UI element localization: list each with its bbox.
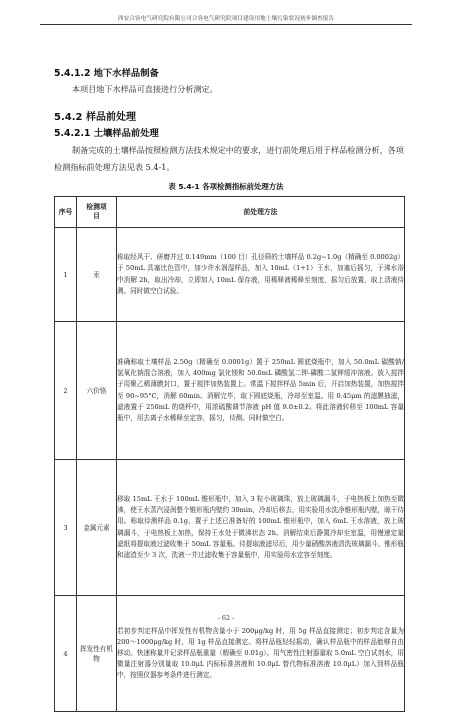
row-method: 准确称取土壤样品 2.50g（精确至 0.0001g）置于 250mL 圆底烧瓶中，加入 50.0mL 碳酸钠/氢氧化钠混合溶液，加入 400mg 氯化镁和 50.0mL 磷酸氢二钾-磷酸二氢钾缓冲溶液。放入搅拌子用聚乙稀薄膜封口，置于搅拌加热装置上。常温下搅拌样品 5min 后，开启加热装置，加热搅拌至 90~95°C，消解 60min。消解完毕，取下圆底烧瓶，冷却至室温。用 0.45μm 的滤膜抽滤，滤液置于 250mL 的烧杯中，用浓硫酸调节溶液 pH 值 9.0±0.2。将此溶液转移至 100mL 容量瓶中，用去离子水稀释至定容，摇匀，待测。同时做空白。: [117, 322, 405, 460]
header-method: 前处理方法: [117, 197, 405, 228]
row-item: 汞: [77, 228, 117, 322]
row-method: 若初步判定样品中挥发性有机物含量小于 200μg/kg 时，用 5g 样品直接测定；初步判定含量为 200～1000μg/kg 时，用 1g 样品直接测定。将样品瓶轻轻摇动，确认样品瓶中的样品能够自由移动。快速称量并记录样品瓶重量（精确至 0.01g）。用气密性注射器量取 5.0mL 空白试剂水，用微量注射器分别量取 10.0μL 内标标准溶液和 10.0μL 替代物标准溶液 10.0μL）加入到样品瓶中，按照仪器参考条件进行测定。: [117, 596, 405, 712]
row-no: 2: [55, 322, 77, 460]
table-caption: 表 5.4-1 各项检测指标前处理方法: [168, 182, 284, 191]
header-no: 序号: [55, 197, 77, 228]
paragraph-soil-pretreatment: 制备完成的土壤样品按照检测方法技术规定中的要求，进行前处理后用于样品检测分析，各项检测指标前处理方法见表 5.4-1。: [54, 145, 404, 172]
page-header: 西安合容电气研究院有限公司合容电气研究院项目建设用地土壤污染状况初步调查报告: [117, 16, 335, 22]
row-item: 金属元素: [77, 460, 117, 596]
pretreatment-table: [54, 196, 405, 712]
header-rule: [40, 24, 412, 25]
paragraph-groundwater: 本项目地下水样品可直接进行分析测定。: [72, 84, 218, 94]
row-no: 3: [55, 460, 77, 596]
row-item: 六价铬: [77, 322, 117, 460]
table-row: [55, 228, 405, 322]
heading-5421: 5.4.2.1 土壤样品前处理: [54, 128, 159, 139]
row-no: 1: [55, 228, 77, 322]
table-row: [55, 460, 405, 596]
page-number: - 62 -: [217, 614, 235, 622]
row-method: 移取 15mL 王水于 100mL 锥形瓶中，加入 3 粒小玻璃珠，放上玻璃漏斗，于电热板上加热至微沸，使王水蒸汽浸润整个锥形瓶内壁约 30min，冷却后移去，用实验用水洗净锥形瓶内壁，晾干待用。称取待测样品 0.1g，置于上述已准备好的 100mL 锥形瓶中，加入 6mL 王水溶液，放上玻璃漏斗，于电热板上加热，保持王水处于微沸状态 2h。消解结束后静置冷却至室温，用慢速定量滤纸将提取液过滤收集于 50mL 容量瓶。待提取液滤尽后，用少量硝酸溶液清洗玻璃漏斗、锥形瓶和滤渣至少 3 次，洗液一并过滤收集于容量瓶中，用实验用水定容至刻度。: [117, 460, 405, 596]
table-row: [55, 322, 405, 460]
heading-542: 5.4.2 样品前处理: [54, 112, 136, 123]
heading-5412: 5.4.1.2 地下水样品制备: [54, 68, 159, 79]
table-header-row: [55, 197, 405, 228]
row-item: 挥发性有机物: [77, 596, 117, 712]
table-row: [55, 596, 405, 712]
row-method: 称取经风干、研磨并过 0.149mm（100 目）孔径筛的土壤样品 0.2g~1.0g（精确至 0.0002g）于 50mL 具塞比色管中，加少许水润湿样品，加入 10mL（1+1）王水，加塞后摇匀，于沸水浴中消解 2h，取出冷却，立即加入 10mL 保存液，用稀释液稀释至刻度，摇匀后放置，取上清液待测。同时做空白试验。: [117, 228, 405, 322]
header-item: 检测项目: [77, 197, 117, 228]
row-no: 4: [55, 596, 77, 712]
